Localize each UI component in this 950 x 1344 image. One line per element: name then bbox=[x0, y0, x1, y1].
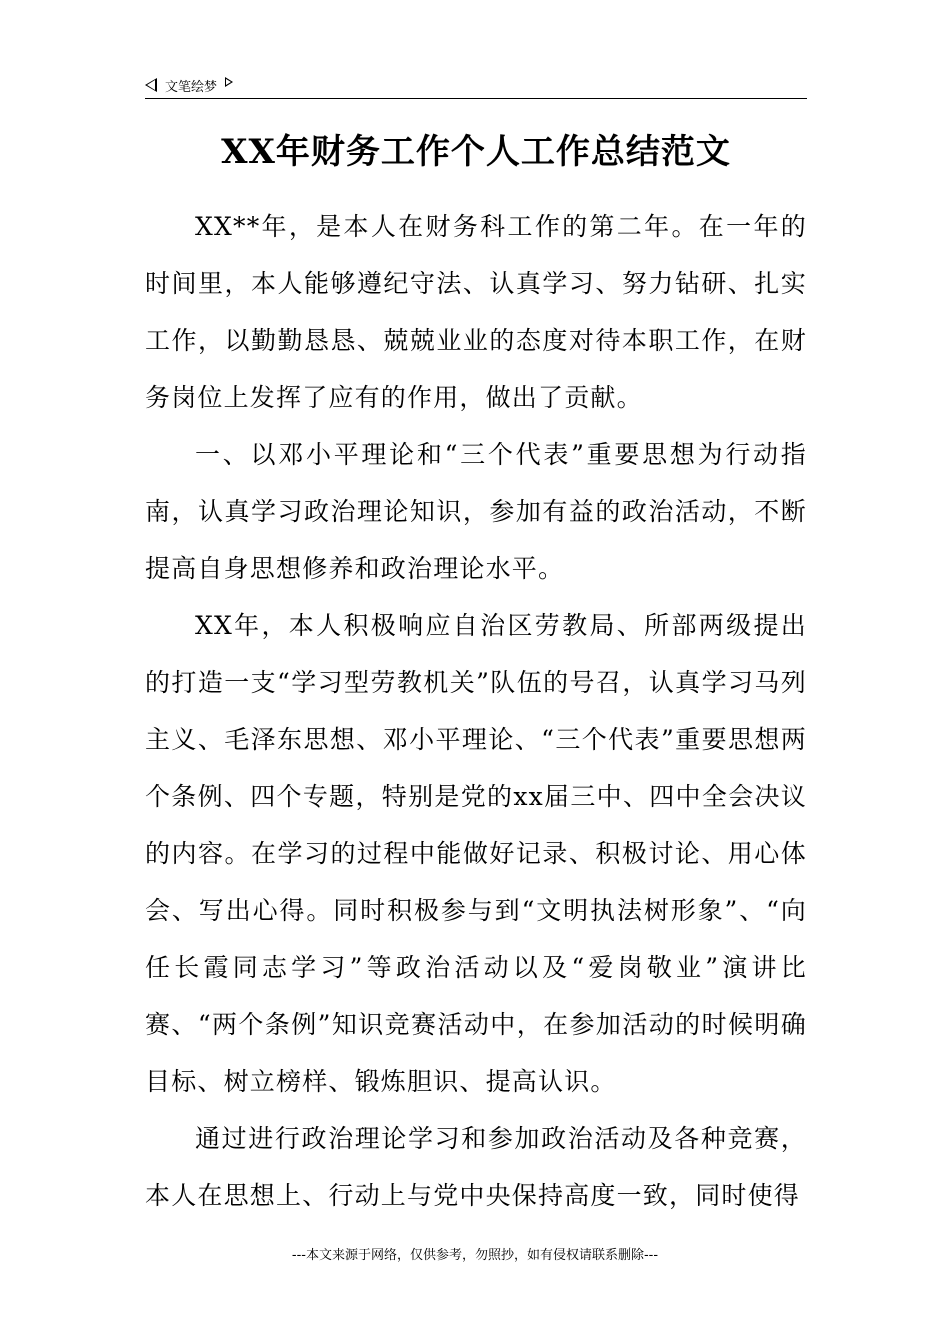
footer-notice: ---本文来源于网络，仅供参考，勿照抄，如有侵权请联系删除--- bbox=[291, 1248, 659, 1263]
paragraph: 通过进行政治理论学习和参加政治活动及各种竞赛，本人在思想上、行动上与党中央保持高度一致，同时使得 bbox=[145, 1124, 807, 1210]
paragraph: 一、以邓小平理论和“三个代表”重要思想为行动指南，认真学习政治理论知识，参加有益的政治活动，不断提高自身思想修养和政治理论水平。 bbox=[145, 440, 807, 583]
document-body bbox=[145, 198, 807, 1224]
triangle-left-icon bbox=[145, 78, 157, 92]
triangle-right-icon bbox=[225, 77, 233, 87]
paragraph: XX年，本人积极响应自治区劳教局、所部两级提出的打造一支“学习型劳教机关”队伍的号召，认真学习马列主义、毛泽东思想、邓小平理论、“三个代表”重要思想两个条例、四个专题，特别是党的xx届三中、四中全会决议的内容。在学习的过程中能做好记录、积极讨论、用心体会、写出心得。同时积极参与到“文明执法树形象”、“向任长霞同志学习”等政治活动以及“爱岗敬业”演讲比赛、“两个条例”知识竞赛活动中，在参加活动的时候明确目标、树立榜样、锻炼胆识、提高认识。 bbox=[145, 611, 807, 1096]
paragraph: XX**年，是本人在财务科工作的第二年。在一年的时间里，本人能够遵纪守法、认真学习、努力钻研、扎实工作，以勤勤恳恳、兢兢业业的态度对待本职工作，在财务岗位上发挥了应有的作用，做出了贡献。 bbox=[145, 212, 807, 412]
page-header bbox=[145, 72, 807, 99]
document-title: XX年财务工作个人工作总结范文 bbox=[221, 132, 731, 172]
header-brand: 文笔绘梦 bbox=[165, 79, 218, 95]
